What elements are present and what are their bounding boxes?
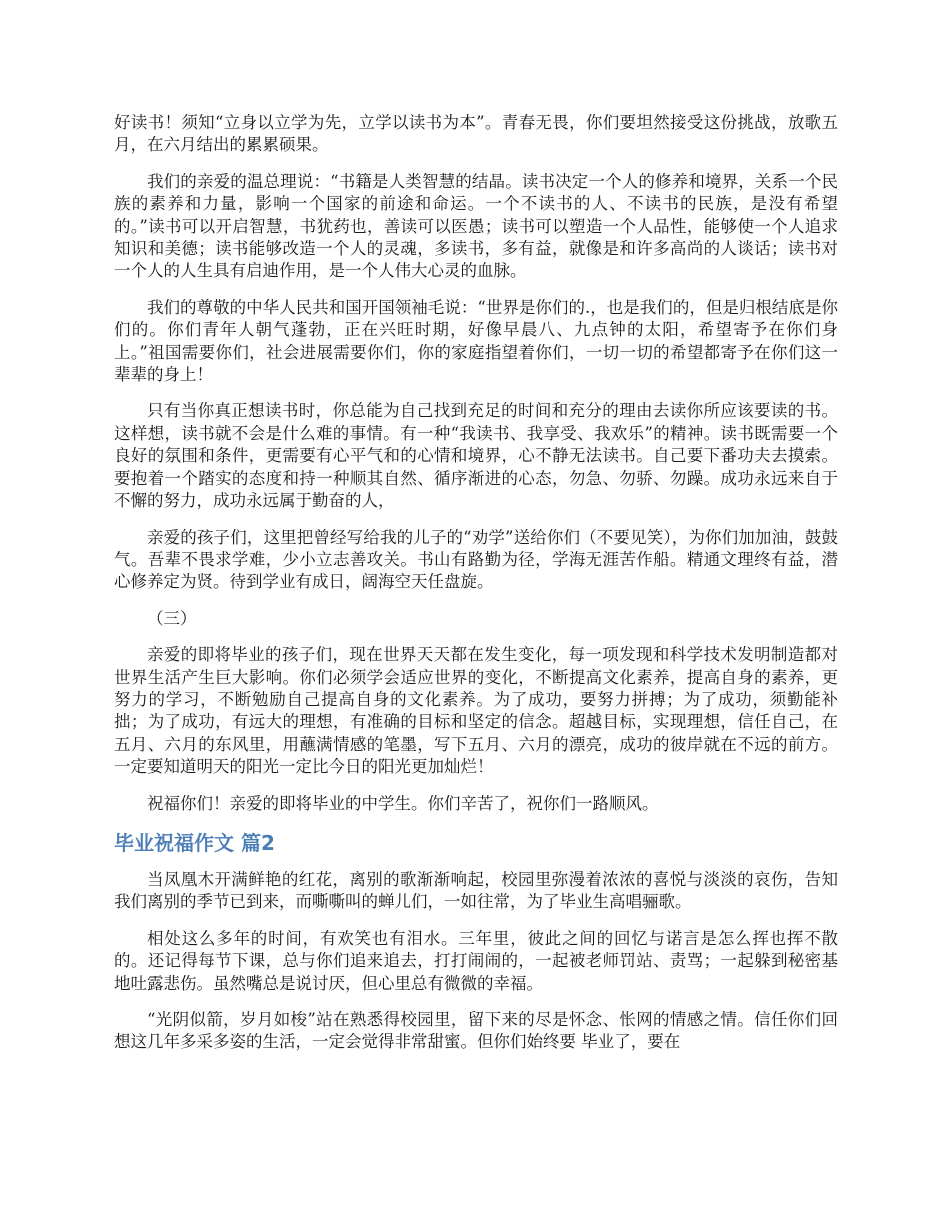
paragraph-10: “光阴似箭，岁月如梭”站在熟悉得校园里，留下来的尽是怀念、怅网的情感之情。信任你们回想这几年多采多姿的生活，一定会觉得非常甜蜜。但你们始终要 毕业了，要在 <box>114 1010 838 1052</box>
paragraph-3: 我们的尊敬的中华人民共和国开国领袖毛说：“世界是你们的.，也是我们的，但是归根结底是你们的。你们青年人朝气蓬勃，正在兴旺时期，好像早晨八、九点钟的太阳，希望寄予在你们身上。”祖国需要你们，社会进展需要你们，你的家庭指望着你们，一切一切的希望都寄予在你们这一辈辈的身上！ <box>114 297 838 385</box>
paragraph-1: 好读书！须知“立身以立学为先，立学以读书为本”。青春无畏，你们要坦然接受这份挑战，放歌五月，在六月结出的累累硕果。 <box>114 113 838 155</box>
paragraph-7: 祝福你们！亲爱的即将毕业的中学生。你们辛苦了，祝你们一路顺风。 <box>147 793 659 813</box>
document-page <box>114 112 838 1068</box>
section-heading: 毕业祝福作文 篇2 <box>114 830 275 855</box>
paragraph-5: 亲爱的孩子们，这里把曾经写给我的儿子的“劝学”送给你们（不要见笑），为你们加加油，鼓鼓气。吾辈不畏求学难，少小立志善攻关。书山有路勤为径，学海无涯苦作船。精通文理终有益，潜心修养定为贤。待到学业有成日，阔海空天任盘旋。 <box>114 527 838 592</box>
subheading-three: （三） <box>147 608 197 628</box>
paragraph-6: 亲爱的即将毕业的孩子们，现在世界天天都在发生变化，每一项发现和科学技术发明制造都对世界生活产生巨大影响。你们必须学会适应世界的变化，不断提高文化素养，提高自身的素养，更努力的学习，不断勉励自己提高自身的文化素养。为了成功，要努力拼搏；为了成功，须勤能补拙；为了成功，有远大的理想，有准确的目标和坚定的信念。超越目标，实现理想，信任自己，在五月、六月的东风里，用蘸满情感的笔墨，写下五月、六月的漂亮，成功的彼岸就在不远的前方。一定要知道明天的阳光一定比今日的阳光更加灿烂！ <box>114 645 838 777</box>
paragraph-9: 相处这么多年的时间，有欢笑也有泪水。三年里，彼此之间的回忆与诺言是怎么挥也挥不散的。还记得每节下课，总与你们追来追去，打打闹闹的，一起被老师罚站、责骂；一起躲到秘密基地吐露悲伤。虽然嘴总是说讨厌，但心里总有微微的幸福。 <box>114 928 838 993</box>
paragraph-2: 我们的亲爱的温总理说：“书籍是人类智慧的结晶。读书决定一个人的修养和境界，关系一个民族的素养和力量，影响一个国家的前途和命运。一个不读书的人、不读书的民族，是没有希望的。”读书可以开启智慧，书犹药也，善读可以医愚；读书可以塑造一个人品性，能够使一个人追求知识和美德；读书能够改造一个人的灵魂，多读书，多有益，就像是和许多高尚的人谈话；读书对一个人的人生具有启迪作用，是一个人伟大心灵的血脉。 <box>114 171 838 281</box>
paragraph-8: 当凤凰木开满鲜艳的红花，离别的歌渐渐响起，校园里弥漫着浓浓的喜悦与淡淡的哀伤，告知我们离别的季节已到来，而嘶嘶叫的蝉儿们，一如往常，为了毕业生高唱骊歌。 <box>114 869 838 912</box>
paragraph-4: 只有当你真正想读书时，你总能为自己找到充足的时间和充分的理由去读你所应该要读的书。这样想，读书就不会是什么难的事情。有一种“我读书、我享受、我欢乐”的精神。读书既需要一个良好的氛围和条件，更需要有心平气和的心情和境界，心不静无法读书。自己要下番功夫去摸索。要抱着一个踏实的态度和持一种顺其自然、循序渐进的心态，勿急、勿骄、勿躁。成功永远来自于不懈的努力，成功永远属于勤奋的人， <box>114 401 838 511</box>
